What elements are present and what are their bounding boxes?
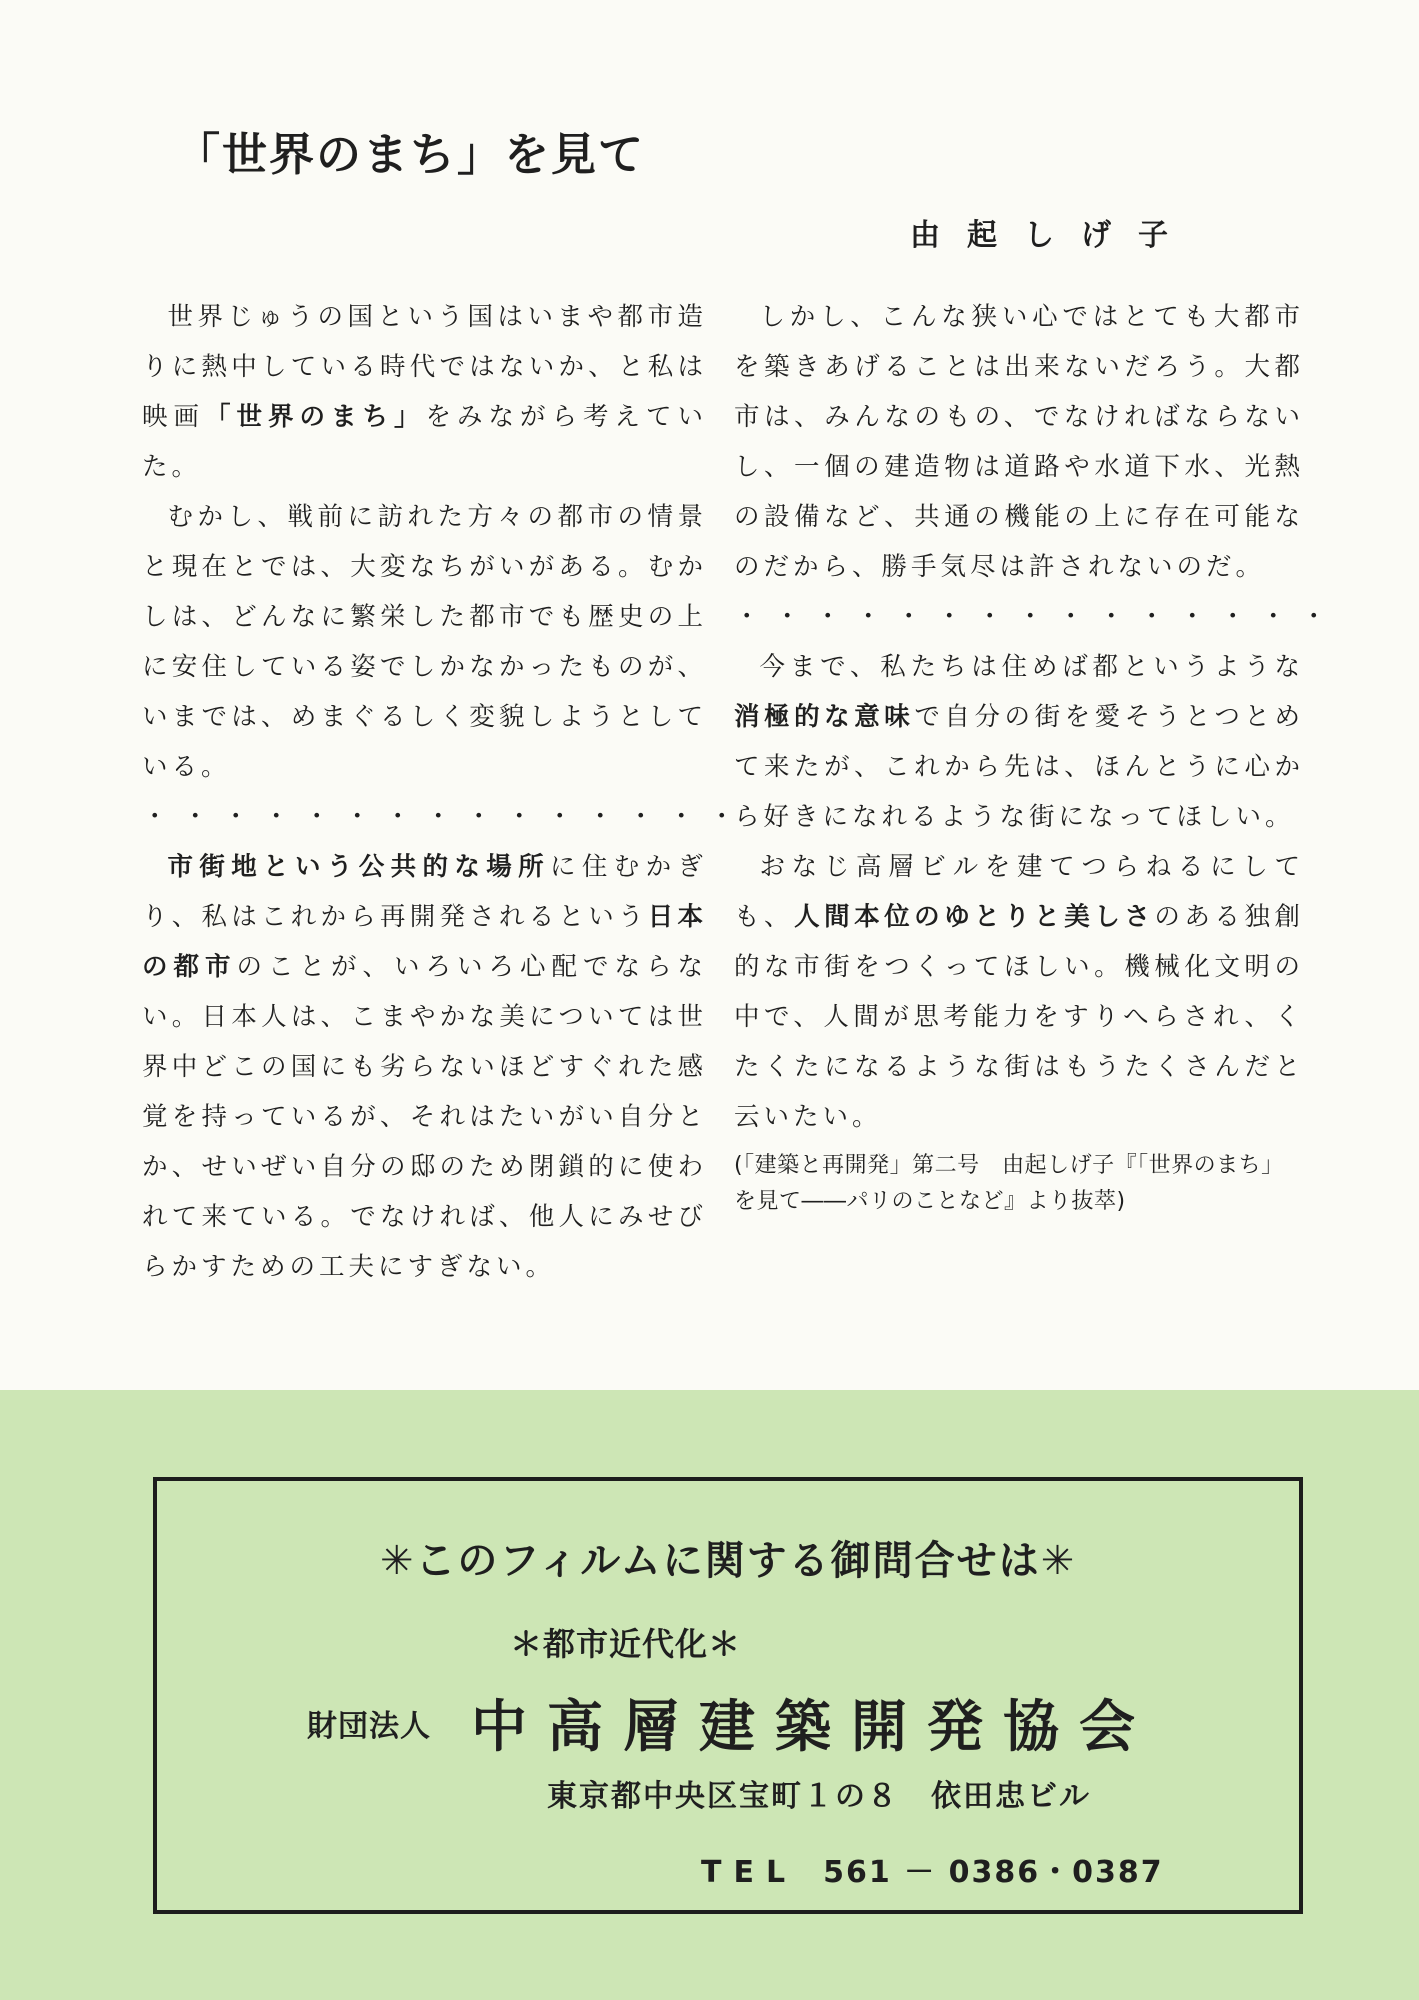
telephone [701, 1847, 1164, 1891]
text-run: むかし、戦前に訪れた方々の都市の情景と現在とでは、大変なちがいがある。むかしは、どんなに繁栄した都市でも歴史の上に安住している姿でしかなかったものが、いまでは、めまぐるしく変貌しようとしている。 [142, 502, 707, 782]
right-column [734, 292, 1342, 1220]
article-author: 由起しげ子 [910, 218, 1195, 253]
section-separator: ・・・・・・・・・・・・・・・ [142, 802, 750, 832]
tel-number: 561 － 0386・0387 [823, 1855, 1164, 1890]
emphasis-text: 市街地という公共的な場所 [167, 852, 550, 882]
section-separator: ・・・・・・・・・・・・・・・ [734, 602, 1342, 632]
paragraph [142, 842, 707, 1292]
paragraph [142, 292, 707, 492]
citation-line-2: を見て――パリのことなど』より抜萃) [734, 1189, 1126, 1214]
text-run: で自分の街を愛そうとつとめて来たが、これから先は、ほんとうに心から好きになれるような街になってほしい。 [734, 702, 1304, 832]
org-name: 中高層建築開発協会 [471, 1695, 1155, 1760]
paragraph [142, 492, 707, 792]
left-column [142, 292, 750, 1292]
text-run: のことが、いろいろ心配でならない。日本人は、こまやかな美については世界中どこの国にも劣らないほどすぐれた感覚を持っているが、それはたいがい自分とか、せいぜい自分の邸のため閉鎖的に使われて来ている。でなければ、他人にみせびらかすための工夫にすぎない。 [142, 952, 707, 1282]
paragraph [734, 292, 1304, 592]
tel-label: TEL [701, 1855, 798, 1890]
emphasis-text: 人間本位のゆとりと美しさ [794, 902, 1155, 932]
text-run: 今まで、私たちは住めば都というような [759, 652, 1304, 682]
text-run: に住むかぎり、私はこれから再開発されるという [142, 852, 707, 932]
citation [734, 1148, 1304, 1220]
org-type: 財団法人 [307, 1709, 431, 1744]
emphasis-text: 日本の都市 [142, 902, 707, 982]
organization [307, 1683, 1155, 1763]
paragraph [734, 842, 1304, 1142]
citation-line-1: (「建築と再開発」第二号 由起しげ子『「世界のまち」 [734, 1153, 1284, 1178]
text-run: しかし、こんな狭い心ではとても大都市を築きあげることは出来ないだろう。大都市は、みんなのもの、でなければならないし、一個の建造物は道路や水道下水、光熱の設備など、共通の機能の上に存在可能なのだから、勝手気尽は許されないのだ。 [734, 302, 1304, 582]
text-run: 世界じゅうの国という国はいまや都市造りに熱中している時代ではないか、と私は映画 [142, 302, 707, 432]
text-run: をみながら考えていた。 [142, 402, 707, 482]
text-run: おなじ高層ビルを建てつらねるにしても、 [734, 852, 1304, 932]
address: 東京都中央区宝町１の８ 依田忠ビル [547, 1779, 1091, 1814]
text-run: のある独創的な市街をつくってほしい。機械化文明の中で、人間が思考能力をすりへらされ、くたくたになるような街はもうたくさんだと云いたい。 [734, 902, 1304, 1132]
emphasis-text: 消極的な意味 [734, 702, 915, 732]
contact-box [153, 1477, 1303, 1914]
right-column-body [734, 292, 1342, 1142]
article-title: 「世界のまち」を見て [175, 128, 646, 181]
slogan: ＊都市近代化＊ [510, 1625, 742, 1663]
emphasis-text: 「世界のまち」 [205, 402, 426, 432]
paragraph [734, 642, 1304, 842]
contact-heading: ✳このフィルムに関する御問合せは✳ [379, 1538, 1077, 1584]
